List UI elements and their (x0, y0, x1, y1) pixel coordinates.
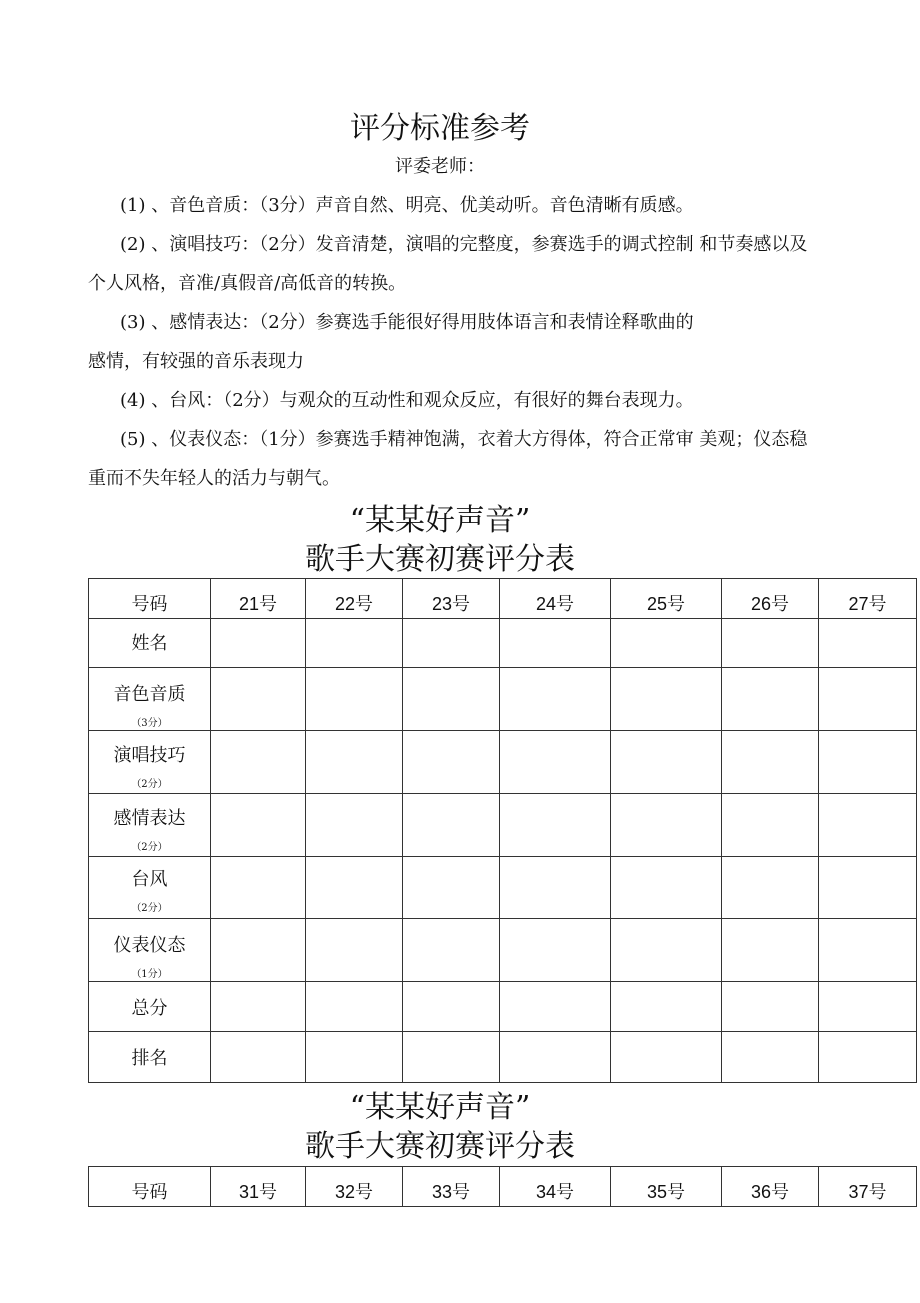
score-cell[interactable] (306, 982, 403, 1032)
score-cell[interactable] (403, 619, 500, 668)
row-label-text: 姓名 (131, 633, 168, 654)
contestant-header: 22号 (306, 579, 403, 619)
score-cell[interactable] (611, 982, 722, 1032)
row-label-text: 台风 (131, 869, 168, 890)
score-cell[interactable] (403, 668, 500, 731)
score-cell[interactable] (211, 794, 306, 857)
score-cell[interactable] (722, 982, 819, 1032)
row-label (89, 1032, 211, 1083)
score-cell[interactable] (500, 1032, 611, 1083)
score-cell[interactable] (211, 919, 306, 982)
score-cell[interactable] (306, 794, 403, 857)
contestant-header: 25号 (611, 579, 722, 619)
row-points: （2分） (131, 779, 168, 790)
row-label (89, 857, 211, 919)
score-cell[interactable] (211, 668, 306, 731)
contestant-header: 31号 (211, 1167, 306, 1207)
row-label (89, 794, 211, 857)
score-cell[interactable] (611, 794, 722, 857)
score-cell[interactable] (306, 668, 403, 731)
row-label-text: 音色音质 (113, 684, 186, 705)
score-cell[interactable] (819, 668, 917, 731)
row-label (89, 668, 211, 731)
score-cell[interactable] (722, 1032, 819, 1083)
header-cell-number: 号码 (89, 1167, 211, 1207)
criteria-line: (4) 、台风：（2分）与观众的互动性和观众反应，有很好的舞台表现力。 (120, 390, 694, 411)
score-cell[interactable] (403, 857, 500, 919)
score-cell[interactable] (306, 857, 403, 919)
criteria-item-3 (88, 303, 920, 381)
contestant-header: 23号 (403, 579, 500, 619)
judge-label: 评委老师： (395, 156, 485, 177)
row-label-text: 总分 (131, 997, 168, 1019)
score-cell[interactable] (211, 1032, 306, 1083)
score-cell[interactable] (500, 619, 611, 668)
contestant-header: 33号 (403, 1167, 500, 1207)
score-cell[interactable] (306, 619, 403, 668)
row-label-text: 排名 (131, 1048, 168, 1069)
sheet2-title-line2: 歌手大赛初赛评分表 (305, 1129, 575, 1164)
score-cell[interactable] (722, 857, 819, 919)
score-cell[interactable] (500, 857, 611, 919)
score-cell[interactable] (500, 731, 611, 794)
criteria-title: 评分标准参考 (350, 111, 530, 146)
table-row (89, 857, 917, 919)
criteria-line: (5) 、仪表仪态：（1分）参赛选手精神饱满，衣着大方得体，符合正常审 美观；仪态稳 (120, 429, 808, 450)
table-row (89, 982, 917, 1032)
contestant-header: 35号 (611, 1167, 722, 1207)
score-cell[interactable] (611, 731, 722, 794)
score-cell[interactable] (211, 619, 306, 668)
table-header-row (89, 579, 917, 619)
criteria-line: (1) 、音色音质：（3分）声音自然、明亮、优美动听。音色清晰有质感。 (120, 195, 694, 216)
score-cell[interactable] (403, 982, 500, 1032)
table-row (89, 619, 917, 668)
sheet1-title-line2: 歌手大赛初赛评分表 (305, 542, 575, 577)
score-cell[interactable] (211, 982, 306, 1032)
score-cell[interactable] (211, 731, 306, 794)
score-cell[interactable] (611, 1032, 722, 1083)
criteria-line: (2) 、演唱技巧：（2分）发音清楚，演唱的完整度，参赛选手的调式控制 和节奏感以及 (120, 234, 808, 255)
score-cell[interactable] (819, 919, 917, 982)
contestant-header: 27号 (819, 579, 917, 619)
score-cell[interactable] (819, 857, 917, 919)
contestant-header: 34号 (500, 1167, 611, 1207)
score-cell[interactable] (819, 982, 917, 1032)
score-cell[interactable] (722, 619, 819, 668)
score-cell[interactable] (722, 668, 819, 731)
score-cell[interactable] (722, 731, 819, 794)
score-cell[interactable] (611, 668, 722, 731)
row-label-text: 感情表达 (113, 808, 186, 829)
table-header-row (89, 1167, 917, 1207)
row-label (89, 619, 211, 668)
row-points: （2分） (131, 842, 168, 853)
score-cell[interactable] (722, 794, 819, 857)
row-label (89, 982, 211, 1032)
criteria-line: 感情，有较强的音乐表现力 (88, 351, 304, 372)
contestant-header: 36号 (722, 1167, 819, 1207)
table-row (89, 1032, 917, 1083)
score-cell[interactable] (500, 919, 611, 982)
table-row (89, 731, 917, 794)
score-cell[interactable] (819, 731, 917, 794)
contestant-header: 26号 (722, 579, 819, 619)
score-cell[interactable] (819, 1032, 917, 1083)
contestant-header: 21号 (211, 579, 306, 619)
table-row (89, 919, 917, 982)
table-row (89, 794, 917, 857)
criteria-item-5 (88, 420, 920, 498)
score-cell[interactable] (611, 919, 722, 982)
score-table-2 (88, 1166, 917, 1207)
score-cell[interactable] (403, 1032, 500, 1083)
criteria-line: 个人风格，音准/真假音/高低音的转换。 (88, 273, 407, 294)
criteria-item-1 (88, 186, 920, 225)
score-cell[interactable] (403, 794, 500, 857)
contestant-header: 24号 (500, 579, 611, 619)
score-cell[interactable] (403, 731, 500, 794)
score-cell[interactable] (211, 857, 306, 919)
criteria-line: 重而不失年轻人的活力与朝气。 (88, 468, 340, 489)
score-cell[interactable] (306, 1032, 403, 1083)
score-cell[interactable] (306, 731, 403, 794)
sheet2-title-line1: “某某好声音” (349, 1090, 531, 1125)
row-points: （2分） (131, 903, 168, 914)
row-label (89, 731, 211, 794)
row-label-text: 仪表仪态 (113, 935, 186, 956)
row-label (89, 919, 211, 982)
score-cell[interactable] (611, 619, 722, 668)
score-cell[interactable] (611, 857, 722, 919)
sheet1-title-line1: “某某好声音” (349, 503, 531, 538)
score-cell[interactable] (500, 982, 611, 1032)
contestant-header: 32号 (306, 1167, 403, 1207)
score-cell[interactable] (500, 668, 611, 731)
score-cell[interactable] (403, 919, 500, 982)
table-row (89, 668, 917, 731)
score-cell[interactable] (819, 794, 917, 857)
score-cell[interactable] (306, 919, 403, 982)
criteria-item-2 (88, 225, 920, 303)
row-points: （1分） (131, 969, 168, 980)
score-cell[interactable] (722, 919, 819, 982)
row-points: （3分） (131, 718, 168, 729)
score-cell[interactable] (819, 619, 917, 668)
score-table-1 (88, 578, 917, 1083)
criteria-line: (3) 、感情表达：（2分）参赛选手能很好得用肢体语言和表情诠释歌曲的 (120, 312, 694, 333)
criteria-item-4 (88, 381, 920, 420)
header-cell-number: 号码 (89, 579, 211, 619)
row-label-text: 演唱技巧 (113, 745, 186, 766)
score-cell[interactable] (500, 794, 611, 857)
contestant-header: 37号 (819, 1167, 917, 1207)
